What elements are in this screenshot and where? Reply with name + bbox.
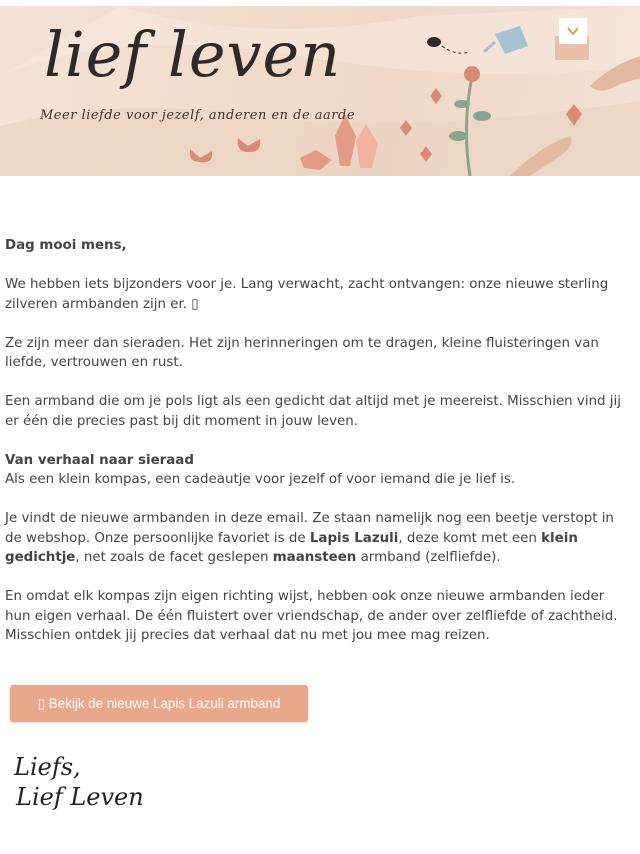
greeting: Dag mooi mens,: [5, 238, 127, 253]
paragraph-meaning: Ze zijn meer dan sieraden. Het zijn herinneringen om te dragen, kleine fluisteringen van liefde, vertrouwen en rust.: [5, 335, 599, 370]
paragraph-favorites: Je vindt de nieuwe armbanden in deze email. Ze staan namelijk nog een beetje verstopt in de webshop. Onze persoonlijke favoriet is de Lapis Lazuli, deze komt met een klein gedichtje, net zoals de facet geslepen maansteen armband (zelfliefde).: [5, 511, 614, 565]
envelope-icon: [555, 18, 589, 60]
poem-highlight: klein gedichtje: [5, 530, 578, 565]
view-lapis-lazuli-button[interactable]: ▯ Bekijk de nieuwe Lapis Lazuli armband: [10, 685, 308, 722]
signature-line-2: Lief Leven: [16, 783, 144, 811]
email-body: [5, 236, 633, 665]
brand-logo: lief leven: [44, 18, 342, 91]
lapis-lazuli-highlight: Lapis Lazuli: [309, 530, 399, 546]
signature-line-1: Liefs,: [14, 753, 81, 781]
signature: [14, 752, 144, 812]
paragraph-compass: Als een klein kompas, een cadeautje voor jezelf of voor iemand die je lief is.: [5, 472, 516, 487]
paragraph-intro: We hebben iets bijzonders voor je. Lang verwacht, zacht ontvangen: onze nieuwe sterling zilveren armbanden zijn er. ▯: [5, 277, 609, 312]
paragraph-poem: Een armband die om je pols ligt als een gedicht dat altijd met je meereist. Misschien vind jij er één die precies past bij dit moment in jouw leven.: [5, 394, 621, 429]
section-heading: Van verhaal naar sieraad: [5, 452, 194, 468]
section-story: [5, 451, 633, 490]
paragraph-direction: En omdat elk kompas zijn eigen richting wijst, hebben ook onze nieuwe armbanden ieder hun eigen verhaal. De één fluistert over vriendschap, de ander over zelfliefde of zachtheid. Misschien ontdek jij precies dat verhaal dat nu met jou mee mag reizen.: [5, 589, 618, 643]
moonstone-highlight: maansteen: [272, 550, 357, 565]
brand-tagline: Meer liefde voor jezelf, anderen en de aarde: [40, 108, 356, 123]
header-banner: [0, 6, 640, 176]
